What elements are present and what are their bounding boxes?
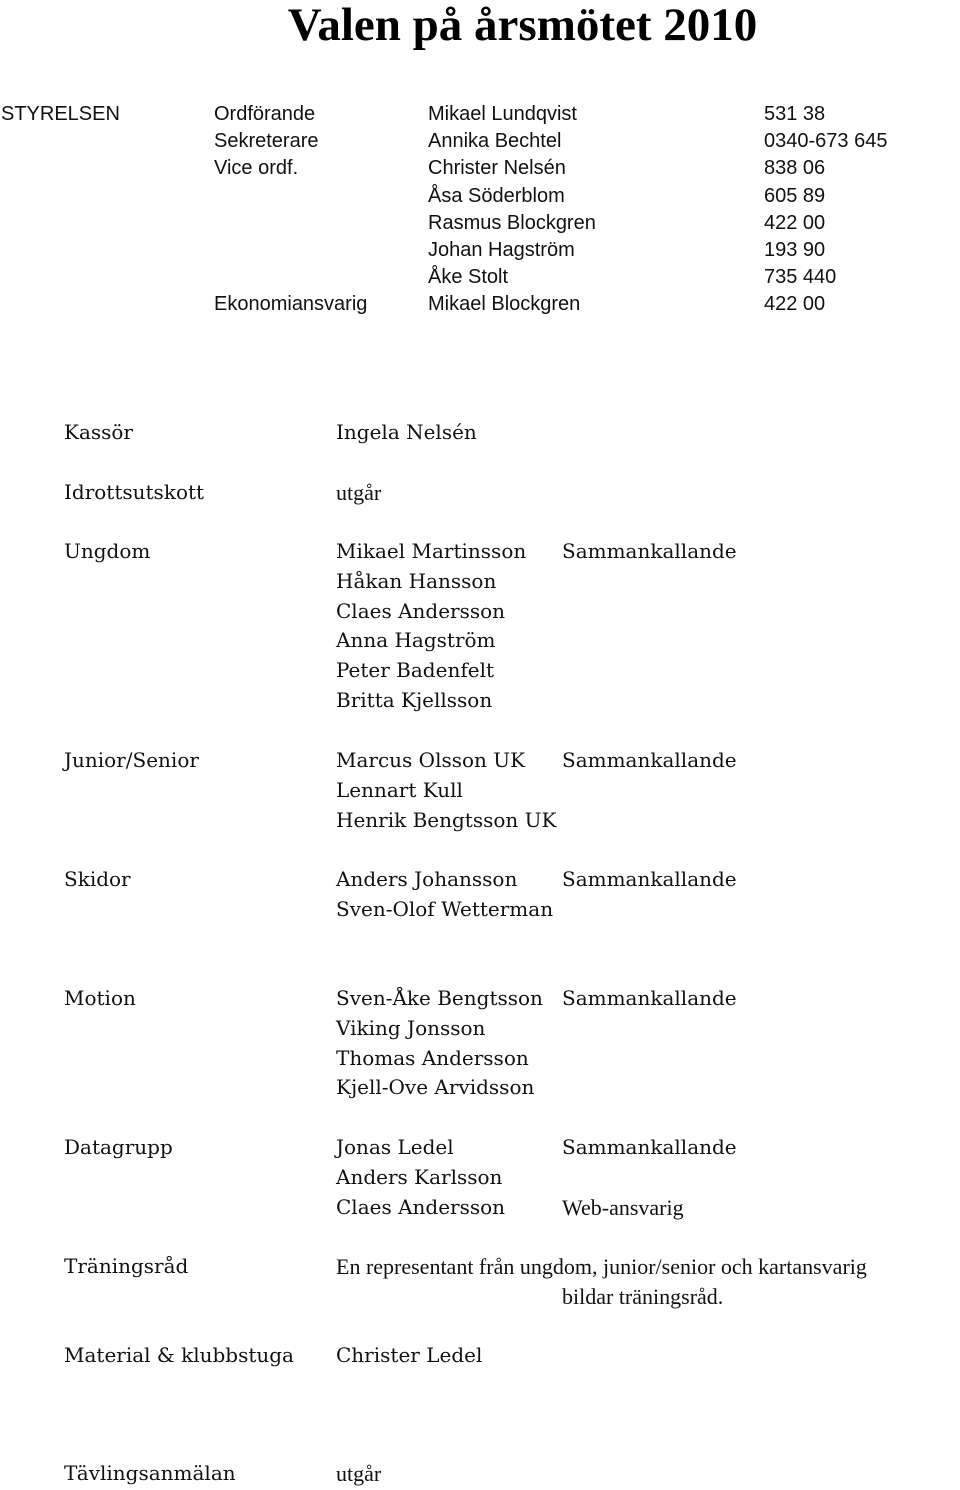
styrelsen-row [0, 210, 960, 237]
board-name: Mikael Blockgren [428, 293, 581, 316]
board-name: Åke Stolt [428, 266, 509, 289]
member-name: Ingela Nelsén [336, 420, 477, 444]
styrelsen-row [0, 101, 960, 128]
styrelsen-row [0, 128, 960, 155]
member-name: Henrik Bengtsson UK [336, 807, 557, 832]
board-name: Annika Bechtel [428, 130, 562, 153]
styrelsen-row [0, 264, 960, 291]
section-ungdom [0, 537, 960, 716]
section-idrottsutskott [0, 478, 960, 508]
member-name: Thomas Andersson [336, 1045, 529, 1070]
page-title: Valen på årsmötet 2010 [287, 0, 758, 51]
role-label: Sammankallande [562, 986, 737, 1010]
styrelsen-row [0, 155, 960, 182]
member-name: Kjell-Ove Arvidsson [336, 1075, 535, 1100]
board-name: Mikael Lundqvist [428, 103, 577, 125]
board-phone: 422 00 [764, 293, 826, 316]
section-label: Datagrupp [64, 1135, 173, 1159]
styrelsen-heading: STYRELSEN [1, 103, 120, 125]
board-name: Johan Hagström [428, 238, 575, 261]
member-name: Mikael Martinsson [336, 539, 527, 563]
member-name: Christer Ledel [336, 1343, 483, 1367]
board-phone: 735 440 [764, 266, 837, 289]
board-phone: 605 89 [764, 184, 826, 207]
member-name: Peter Badenfelt [336, 658, 494, 683]
section-material [0, 1341, 960, 1371]
member-name: utgår [336, 480, 382, 505]
member-name: Britta Kjellsson [336, 687, 493, 712]
board-role: Vice ordf. [214, 157, 299, 180]
member-name: utgår [336, 1461, 382, 1486]
member-name: Jonas Ledel [336, 1135, 454, 1159]
member-name: Sven-Olof Wetterman [336, 896, 554, 921]
member-name: Anders Karlsson [336, 1164, 503, 1189]
section-skidor [0, 865, 960, 925]
styrelsen-row [0, 183, 960, 210]
member-name: Håkan Hansson [336, 568, 497, 593]
board-phone: 193 90 [764, 238, 826, 261]
section-datagrupp [0, 1133, 960, 1222]
member-name: Marcus Olsson UK [336, 748, 526, 772]
member-name: Lennart Kull [336, 777, 463, 802]
board-role: Ekonomiansvarig [214, 293, 368, 316]
member-name: Claes Andersson [336, 598, 506, 623]
board-phone: 0340-673 645 [764, 130, 888, 153]
section-junior-senior [0, 746, 960, 835]
member-name: Anders Johansson [336, 867, 518, 891]
board-phone: 838 06 [764, 157, 826, 180]
board-name: Christer Nelsén [428, 157, 566, 180]
section-motion [0, 984, 960, 1103]
section-label: Material & klubbstuga [64, 1343, 294, 1367]
styrelsen-table [0, 101, 960, 319]
styrelsen-row [0, 237, 960, 264]
section-traningsrad [0, 1252, 960, 1312]
styrelsen-row [0, 291, 960, 318]
board-role: Ordförande [214, 103, 316, 125]
section-note: En representant från ungdom, junior/senior och kartansvarig [336, 1254, 867, 1279]
section-label: Skidor [64, 867, 131, 891]
section-label: Träningsråd [64, 1254, 189, 1278]
member-name: Sven-Åke Bengtsson [336, 986, 543, 1010]
section-label: Ungdom [64, 539, 151, 563]
section-note: bildar träningsråd. [562, 1283, 724, 1309]
section-label: Tävlingsanmälan [64, 1461, 236, 1485]
role-label: Sammankallande [562, 748, 737, 772]
section-label: Idrottsutskott [64, 480, 205, 504]
member-name: Claes Andersson [336, 1194, 506, 1219]
member-name: Viking Jonsson [336, 1015, 486, 1040]
board-phone: 422 00 [764, 211, 826, 234]
section-label: Kassör [64, 420, 133, 444]
member-name: Anna Hagström [336, 628, 496, 653]
role-label: Web-ansvarig [562, 1194, 684, 1220]
board-name: Åsa Söderblom [428, 184, 565, 207]
board-role: Sekreterare [214, 130, 319, 153]
section-label: Motion [64, 986, 136, 1010]
board-name: Rasmus Blockgren [428, 211, 596, 234]
role-label: Sammankallande [562, 539, 737, 563]
board-phone: 531 38 [764, 103, 826, 125]
section-label: Junior/Senior [64, 748, 199, 772]
role-label: Sammankallande [562, 867, 737, 891]
role-label: Sammankallande [562, 1135, 737, 1159]
section-kassor [0, 418, 960, 448]
section-tavlingsanmalan [0, 1459, 960, 1489]
